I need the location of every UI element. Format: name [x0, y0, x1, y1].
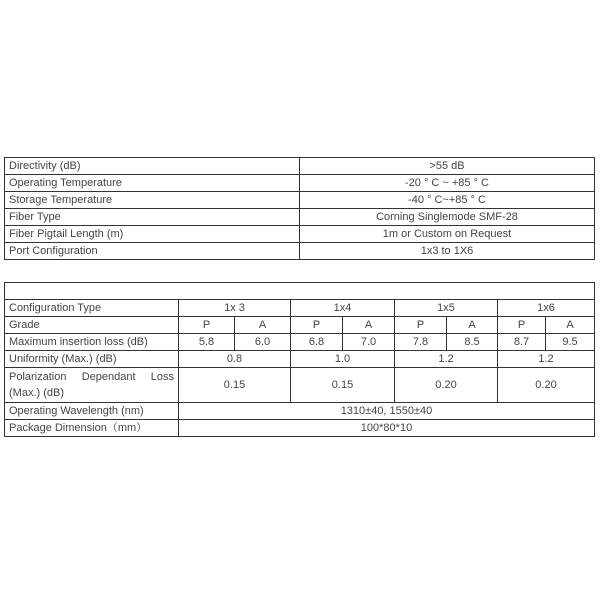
row-label: Configuration Type	[5, 300, 179, 317]
grade-cell: P	[395, 317, 447, 334]
row-label: Maximum insertion loss (dB)	[5, 334, 179, 351]
spec-value: -20 ° C ~ +85 ° C	[300, 175, 595, 192]
insertion-cell: 5.8	[179, 334, 235, 351]
table-row	[5, 317, 595, 334]
spec-label: Operating Temperature	[5, 175, 300, 192]
spec-label: Directivity (dB)	[5, 158, 300, 175]
spec-value: Corning Singlemode SMF-28	[300, 209, 595, 226]
table-row	[5, 368, 595, 403]
grade-cell: A	[235, 317, 291, 334]
wavelength-cell: 1310±40, 1550±40	[179, 403, 595, 420]
config-cell: 1x4	[291, 300, 395, 317]
row-label: Polarization Dependant Loss (Max.) (dB)	[5, 368, 179, 403]
insertion-cell: 7.8	[395, 334, 447, 351]
grade-cell: P	[179, 317, 235, 334]
spec-value: -40 ° C~+85 ° C	[300, 192, 595, 209]
spec-label: Fiber Type	[5, 209, 300, 226]
insertion-cell: 8.7	[498, 334, 546, 351]
grade-cell: A	[343, 317, 395, 334]
spec-label: Fiber Pigtail Length (m)	[5, 226, 300, 243]
row-label: Grade	[5, 317, 179, 334]
table-row	[5, 226, 595, 243]
grade-cell: A	[447, 317, 498, 334]
table-row	[5, 351, 595, 368]
blank-header-cell	[5, 283, 595, 300]
pdl-cell: 0.15	[291, 368, 395, 403]
config-cell: 1x 3	[179, 300, 291, 317]
uniformity-cell: 1.0	[291, 351, 395, 368]
spec-value: 1m or Custom on Request	[300, 226, 595, 243]
uniformity-cell: 0.8	[179, 351, 291, 368]
pdl-cell: 0.20	[498, 368, 595, 403]
uniformity-cell: 1.2	[395, 351, 498, 368]
table-row	[5, 243, 595, 260]
row-label: Uniformity (Max.) (dB)	[5, 351, 179, 368]
table-row	[5, 192, 595, 209]
table-row	[5, 300, 595, 317]
row-label: Operating Wavelength (nm)	[5, 403, 179, 420]
spec-value: >55 dB	[300, 158, 595, 175]
config-cell: 1x5	[395, 300, 498, 317]
insertion-cell: 6.0	[235, 334, 291, 351]
table-row-blank	[5, 283, 595, 300]
package-cell: 100*80*10	[179, 420, 595, 437]
spec-label: Port Configuration	[5, 243, 300, 260]
table-row	[5, 420, 595, 437]
table-row	[5, 175, 595, 192]
uniformity-cell: 1.2	[498, 351, 595, 368]
performance-table	[4, 282, 595, 437]
table-row	[5, 403, 595, 420]
insertion-cell: 9.5	[546, 334, 595, 351]
pdl-cell: 0.15	[179, 368, 291, 403]
spec-value: 1x3 to 1X6	[300, 243, 595, 260]
spec-table	[4, 157, 595, 260]
insertion-cell: 7.0	[343, 334, 395, 351]
grade-cell: P	[291, 317, 343, 334]
table-row	[5, 158, 595, 175]
table-row	[5, 209, 595, 226]
insertion-cell: 8.5	[447, 334, 498, 351]
table-row	[5, 334, 595, 351]
pdl-cell: 0.20	[395, 368, 498, 403]
spec-label: Storage Temperature	[5, 192, 300, 209]
grade-cell: A	[546, 317, 595, 334]
insertion-cell: 6.8	[291, 334, 343, 351]
grade-cell: P	[498, 317, 546, 334]
row-label: Package Dimension（mm）	[5, 420, 179, 437]
config-cell: 1x6	[498, 300, 595, 317]
